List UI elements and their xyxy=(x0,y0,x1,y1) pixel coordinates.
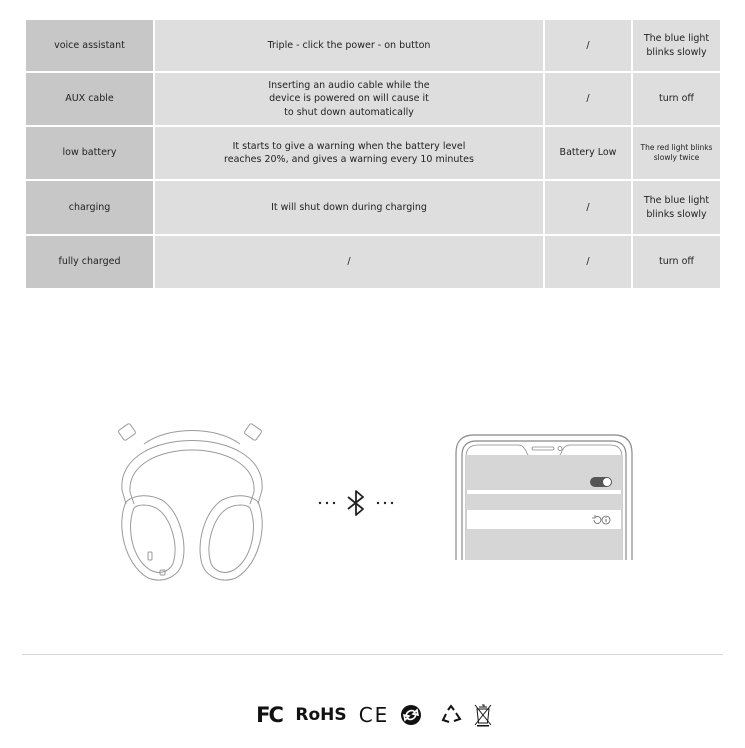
description-cell: Inserting an audio cable while the device is powered on will cause it to shut down automatically xyxy=(155,73,543,125)
function-cell: fully charged xyxy=(26,236,153,288)
indicator-cell: turn off xyxy=(633,236,720,288)
indicator-cell: The blue light blinks slowly xyxy=(633,181,720,234)
function-table xyxy=(26,20,720,290)
green-dot-icon xyxy=(398,700,424,730)
recycle-icon xyxy=(438,700,464,730)
description-cell: / xyxy=(155,236,543,288)
fcc-mark: FC xyxy=(256,703,282,727)
description-cell: Triple - click the power - on button xyxy=(155,20,543,71)
table-row xyxy=(26,236,720,288)
table-row xyxy=(26,181,720,234)
table-row xyxy=(26,20,720,71)
voice-prompt-cell: / xyxy=(545,236,631,288)
ce-mark: CE xyxy=(358,703,390,727)
indicator-cell: turn off xyxy=(633,73,720,125)
description-cell: It starts to give a warning when the battery level reaches 20%, and gives a warning every 10 minutes xyxy=(155,127,543,179)
indicator-cell: The red light blinks slowly twice xyxy=(633,127,720,179)
phone-illustration xyxy=(452,433,636,560)
bluetooth-connection xyxy=(316,489,396,517)
toggle-switch-icon xyxy=(590,477,612,487)
table-row xyxy=(26,127,720,179)
voice-prompt-cell: / xyxy=(545,20,631,71)
table-row xyxy=(26,73,720,125)
function-cell: AUX cable xyxy=(26,73,153,125)
certification-marks xyxy=(252,700,494,730)
function-cell: low battery xyxy=(26,127,153,179)
description-cell: It will shut down during charging xyxy=(155,181,543,234)
divider xyxy=(22,654,723,655)
indicator-cell: The blue light blinks slowly xyxy=(633,20,720,71)
rohs-mark: RoHS xyxy=(295,705,347,725)
weee-bin-icon xyxy=(472,700,494,730)
bluetooth-icon xyxy=(348,491,363,515)
voice-prompt-cell: Battery Low xyxy=(545,127,631,179)
function-cell: voice assistant xyxy=(26,20,153,71)
function-cell: charging xyxy=(26,181,153,234)
voice-prompt-cell: / xyxy=(545,181,631,234)
headphones-illustration xyxy=(108,404,276,582)
voice-prompt-cell: / xyxy=(545,73,631,125)
